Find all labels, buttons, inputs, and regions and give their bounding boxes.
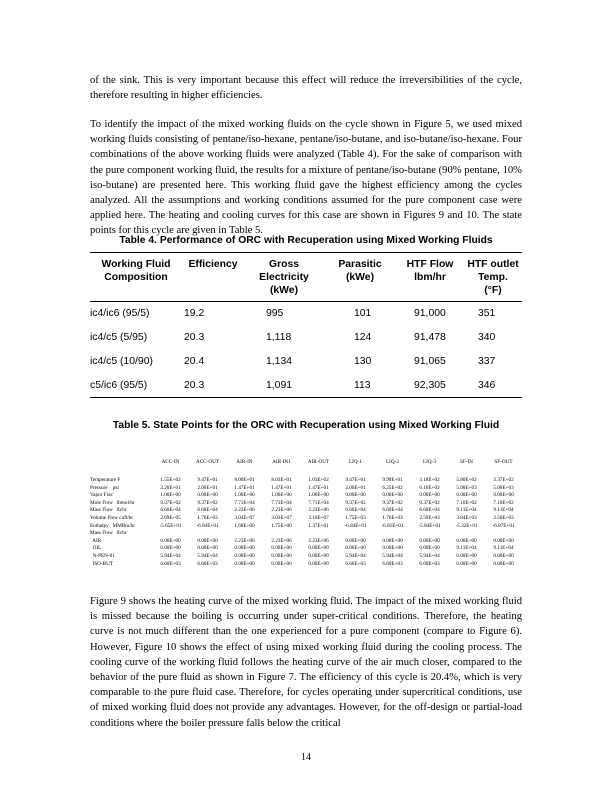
table5-cell: 2.23E+06 — [271, 537, 292, 544]
table5-cell: 2.59E+03 — [419, 514, 440, 521]
table5-cell: 1.47E+01 — [308, 484, 329, 491]
table5-state-points — [90, 458, 522, 568]
table5-cell — [337, 530, 374, 538]
table4-header-cell — [244, 253, 324, 302]
table5-column-header: AIR-IN1 — [272, 459, 291, 465]
table-row — [90, 523, 522, 531]
table4-header-cell — [324, 253, 396, 302]
table5-cell — [411, 530, 448, 538]
table5-cell: 6.60E+03 — [419, 560, 440, 567]
table-row — [90, 302, 522, 326]
paragraph-heating-curve: Figure 9 shows the heating curve of the mixed working fluid. The impact of the mixed working fluid is missed because the boiling is occurring under super-critical conditions. Therefore, the heating curve is not much different than the one experienced for a pure component (compare to Figure 6). However, Figure 10 shows the effect of using mixed working fluid during the cooling process. The cooling curve of the working fluid follows the heating curve of the air much closer, compared to the behavior of the pure fluid as shown in Figure 7. The efficiency of this cycle is 20.4%, which is very comparable to the pure fluid case. Therefore, for cycles operating under supercritical conditions, use of mixed working fluid does not provide any advantages. However, for the off-design or partial-load conditions where the boiler pressure falls below the critical — [90, 596, 522, 729]
table5-cell: 0.00E+00 — [456, 537, 477, 544]
table5-row-label: Mass Flow lb/hr — [90, 530, 127, 537]
table5-cell: -5.84E+01 — [418, 522, 441, 529]
table-row — [90, 507, 522, 515]
table5-row-label: ISO-BUT — [90, 560, 114, 567]
paragraph-continuation: of the sink. This is very important because this effect will reduce the irreversibilities of the cycle, therefore resulting in higher efficiencies. — [90, 75, 522, 102]
table5-row-label: Mole Flow lbmol/hr — [90, 499, 135, 506]
table5-row-label: Pressure psi — [90, 484, 119, 491]
table5-cell: 5.80E+02 — [456, 477, 477, 483]
table5-cell: 3.04E+07 — [234, 514, 255, 521]
table5-cell: 0.00E+00 — [419, 537, 440, 544]
table5-cell: 9.47E+01 — [197, 477, 218, 483]
table4-header-line: (kWe) — [269, 285, 299, 296]
table4-cell: 1,118 — [266, 332, 292, 343]
table5-column-header: LIQ-1 — [349, 459, 362, 465]
table5-cell: 0.00E+00 — [197, 545, 218, 552]
table5-cell: 1.47E+01 — [271, 484, 292, 491]
table5-cell — [300, 530, 337, 538]
table-row — [90, 530, 522, 538]
table5-cell — [226, 530, 263, 538]
table5-cell: 9.11E+04 — [493, 545, 514, 552]
table5-cell: 9.37E+02 — [419, 499, 440, 506]
table4-header-cell — [396, 253, 464, 302]
table5-cell: 1.60E+00 — [234, 522, 255, 529]
table5-cell: 0.00E+00 — [493, 492, 514, 499]
table4-header-line: Composition — [104, 272, 168, 283]
table5-row-label: N-PEN-01 — [90, 552, 115, 559]
table5-cell: 9.47E+01 — [345, 477, 366, 483]
table5-cell: 1.00E+00 — [271, 492, 292, 499]
table-row — [90, 515, 522, 523]
table5-cell: 0.00E+00 — [197, 537, 218, 544]
table-row — [90, 553, 522, 561]
table4-cell: 20.4 — [184, 356, 205, 367]
table5-cell: 0.00E+00 — [419, 545, 440, 552]
table5-cell: 5.94E+04 — [419, 552, 440, 559]
table5-column-header: AIR-IN — [236, 459, 253, 465]
table4-cell: 351 — [478, 308, 496, 320]
table5-cell: 1.55E+02 — [160, 477, 181, 483]
table5-row-label: Vapor Frac — [90, 492, 113, 499]
table5-column-header: SF-IN — [460, 459, 473, 465]
table4-header-row — [90, 253, 522, 302]
table5-cell: 0.00E+00 — [160, 545, 181, 552]
table5-cell: 9.37E+02 — [197, 499, 218, 506]
table-row — [90, 350, 522, 374]
table5-cell: 5.00E+03 — [456, 484, 477, 491]
table-row — [90, 538, 522, 546]
table5-row-label: Volume Flow cuft/hr — [90, 514, 134, 521]
table5-cell: 5.94E+04 — [345, 552, 366, 559]
table4-cell: ic4/ic6 (95/5) — [90, 308, 150, 320]
table4-cell: 1,091 — [266, 379, 293, 391]
table5-cell: 0.00E+00 — [160, 537, 181, 544]
table5-cell: 0.00E+00 — [308, 560, 329, 567]
table4-header-cell — [90, 253, 182, 302]
table5-cell: 6.60E+03 — [382, 560, 403, 567]
table5-cell: 3.84E+03 — [456, 514, 477, 521]
table-row — [90, 474, 522, 485]
table4-cell: 19.2 — [184, 308, 205, 320]
table4-cell: 337 — [478, 356, 496, 367]
table5-cell: 1.75E+03 — [345, 514, 366, 521]
table5-cell: 1.00E+00 — [308, 492, 329, 499]
table5-cell: 6.60E+04 — [197, 507, 218, 514]
table5-cell: 3.18E+02 — [419, 477, 440, 483]
table5-cell: 0.00E+00 — [308, 545, 329, 552]
table5-cell — [152, 530, 189, 538]
table4-header-line: lbm/hr — [414, 272, 446, 283]
table5-cell: 6.10E+02 — [419, 484, 440, 491]
table5-cell: -5.65E+01 — [159, 522, 182, 529]
table5-cell: 0.00E+00 — [234, 552, 255, 559]
table-row — [90, 326, 522, 350]
table5-cell: 0.00E+00 — [271, 560, 292, 567]
table5-row-label: Temperature F — [90, 477, 121, 483]
table5-cell: 2.50E+03 — [493, 514, 514, 521]
table5-cell: 0.00E+00 — [456, 560, 477, 567]
table5-cell: 0.00E+00 — [345, 492, 366, 499]
table4-header-line: Parasitic — [338, 259, 382, 270]
table5-cell: 2.00E+01 — [197, 484, 218, 491]
table5-column-header: ACC-OUT — [195, 459, 220, 465]
table4-header-line: Gross — [268, 259, 300, 270]
table5-cell: 0.00E+00 — [271, 552, 292, 559]
table5-cell: 0.00E+00 — [456, 492, 477, 499]
table5-cell: 9.11E+04 — [493, 507, 514, 514]
table5-cell — [263, 530, 300, 538]
table5-cell: 3.03E+07 — [271, 514, 292, 521]
table5-row-label: OIL — [90, 545, 102, 552]
table5-cell: 5.94E+04 — [160, 552, 181, 559]
table5-cell: 0.00E+00 — [197, 492, 218, 499]
table5-cell: 2.23E+06 — [308, 537, 329, 544]
table-row — [90, 561, 522, 569]
table4-header-line: Temp. — [478, 272, 508, 283]
table5-cell: 5.94E+04 — [197, 552, 218, 559]
table5-column-header: SF-OUT — [494, 459, 513, 465]
table5-cell — [374, 530, 411, 538]
table4-cell: ic4/c5 (5/95) — [90, 332, 148, 343]
table5-cell: 9.11E+04 — [456, 507, 477, 514]
table5-cell: 6.60E+03 — [160, 560, 181, 567]
table5-cell: 6.60E+04 — [160, 507, 181, 514]
table5-cell: -6.81E+01 — [381, 522, 404, 529]
table5-row-label: AIR — [90, 537, 102, 544]
table5-cell: 8.03E+01 — [271, 477, 292, 483]
table5-cell: 2.23E+06 — [234, 507, 255, 514]
table5-cell: 2.23E+06 — [271, 507, 292, 514]
table4-cell: 20.3 — [184, 332, 205, 343]
table5-cell: 6.60E+04 — [345, 507, 366, 514]
table5-cell — [485, 530, 522, 538]
table5-cell: 6.60E+04 — [382, 507, 403, 514]
table5-cell: 0.00E+00 — [493, 560, 514, 567]
table5-cell: 7.10E+02 — [493, 499, 514, 506]
table4-cell: 346 — [478, 379, 496, 391]
table5-cell: 1.03E+02 — [308, 477, 329, 483]
table5-cell: 0.00E+00 — [271, 545, 292, 552]
table5-cell: 1.37E+01 — [308, 522, 329, 529]
table5-cell: 0.00E+00 — [345, 537, 366, 544]
table5-cell: 6.60E+03 — [197, 560, 218, 567]
table5-cell: 0.00E+00 — [382, 537, 403, 544]
table5-cell: 0.00E+00 — [419, 492, 440, 499]
table4-cell: 20.3 — [184, 379, 205, 391]
table4-cell: 91,065 — [414, 356, 446, 367]
table4-header-line: HTF outlet — [467, 259, 519, 270]
table5-cell: 0.00E+00 — [234, 545, 255, 552]
table5-header-blank — [90, 458, 152, 474]
table5-cell: 0.00E+00 — [345, 545, 366, 552]
table5-cell: -6.87E+01 — [492, 522, 515, 529]
table4-cell: 124 — [354, 332, 372, 343]
table5-cell: 9.99E+01 — [382, 477, 403, 483]
table4-cell: c5/ic6 (95/5) — [90, 379, 148, 391]
table5-cell: 1.00E+00 — [160, 492, 181, 499]
table5-cell: -6.84E+01 — [344, 522, 367, 529]
table5-cell: 9.37E+02 — [345, 499, 366, 506]
page-number: 14 — [301, 752, 311, 763]
table4-cell: 92,305 — [414, 379, 446, 391]
table5-header-row — [90, 458, 522, 474]
table5-cell — [189, 530, 226, 538]
table5-column-header: ACC-IN — [161, 459, 180, 465]
table5-cell: 9.37E+02 — [382, 499, 403, 506]
table5-cell: 7.71E+04 — [234, 499, 255, 506]
table5-cell: 0.00E+00 — [234, 560, 255, 567]
table4-cell: 1,134 — [266, 356, 293, 367]
table4-cell: 130 — [354, 356, 372, 367]
table5-cell: 0.00E+00 — [382, 492, 403, 499]
table5-cell: 6.60E+03 — [345, 560, 366, 567]
table5-cell: 2.69E+05 — [160, 514, 181, 521]
table5-cell: -6.84E+01 — [196, 522, 219, 529]
table5-cell: 3.16E+07 — [308, 514, 329, 521]
table5-cell: 6.25E+02 — [382, 484, 403, 491]
table5-column-header: AIR-OUT — [307, 459, 330, 465]
table4-header-cell — [182, 253, 244, 302]
table5-cell: 1.00E+00 — [234, 492, 255, 499]
table4-caption: Table 4. Performance of ORC with Recuperation using Mixed Working Fluids — [119, 235, 493, 246]
table-row — [90, 485, 522, 493]
table5-cell: 5.00E+03 — [493, 484, 514, 491]
table5-cell: 3.37E+02 — [493, 477, 514, 483]
table5-cell: 0.00E+00 — [456, 552, 477, 559]
table4-header-cell — [464, 253, 522, 302]
table5-column-header: LIQ-3 — [423, 459, 436, 465]
table4-cell: ic4/c5 (10/90) — [90, 356, 153, 367]
table5-column-header: LIQ-2 — [386, 459, 399, 465]
table5-row-label: Mass Flow lb/hr — [90, 507, 127, 514]
table5-cell: 0.00E+00 — [493, 537, 514, 544]
table4-performance — [90, 252, 522, 398]
table5-cell: 1.76E+03 — [197, 514, 218, 521]
table4-header-line: (kWe) — [345, 272, 375, 283]
table5-cell: 1.47E+01 — [234, 484, 255, 491]
table-row — [90, 545, 522, 553]
table4-header-line: HTF Flow — [406, 259, 454, 270]
table5-cell: 2.23E+06 — [308, 507, 329, 514]
table5-cell: 0.00E+00 — [493, 552, 514, 559]
table5-caption: Table 5. State Points for the ORC with Recuperation using Mixed Working Fluid — [112, 420, 500, 431]
paragraph-mixed-fluids-intro: To identify the impact of the mixed working fluids on the cycle shown in Figure 5, we used mixed working fluids consisting of pentane/iso-hexane, pentane/iso-butane, and iso-butane/iso-hexane. Four combinations of the above working fluids were analyzed (Table 4). For the sake of comparison with the pure component working fluid, the results for a mixture of pentane/iso-butane (90% pentane, 10% iso-butane) are presented here. This working fluid gave the highest efficiency among the cycles analyzed. All the assumptions and working conditions assumed for the pure component case were applied here. The heating and cooling curves for this case are shown in Figures 9 and 10. The state points for this cycle are given in Table 5. — [90, 119, 522, 237]
table4-header-line: (°F) — [484, 285, 502, 296]
table4-cell: 91,000 — [414, 308, 446, 320]
table5-cell: 7.71E+04 — [271, 499, 292, 506]
table4-cell: 113 — [354, 379, 371, 391]
table-row — [90, 500, 522, 508]
table4-header-line: Electricity — [259, 272, 309, 283]
table5-cell: 0.00E+00 — [308, 552, 329, 559]
table5-cell: 7.10E+02 — [456, 499, 477, 506]
table5-cell: 8.00E+01 — [234, 477, 255, 483]
table5-row-label: Enthalpy MMBtu/hr — [90, 522, 136, 529]
table4-cell: 101 — [354, 308, 372, 320]
table5-cell: 9.37E+02 — [160, 499, 181, 506]
table5-cell: 2.20E+01 — [160, 484, 181, 491]
table5-cell: 2.23E+06 — [234, 537, 255, 544]
table5-cell: 9.11E+04 — [456, 545, 477, 552]
table5-cell: 0.00E+00 — [382, 545, 403, 552]
table5-cell: 1.75E+00 — [271, 522, 292, 529]
table4-header-line: Efficiency — [188, 259, 238, 270]
table-row — [90, 492, 522, 500]
table5-cell: -5.32E+01 — [455, 522, 478, 529]
table4-cell: 340 — [478, 332, 496, 343]
table4-cell: 91,478 — [414, 332, 446, 343]
table5-cell: 1.76E+03 — [382, 514, 403, 521]
table4-cell: 995 — [266, 308, 284, 320]
table5-cell: 7.71E+04 — [308, 499, 329, 506]
table5-cell: 6.60E+04 — [419, 507, 440, 514]
table5-cell — [448, 530, 485, 538]
table-row — [90, 374, 522, 398]
table4-header-line: Working Fluid — [101, 259, 171, 270]
table5-cell: 2.00E+01 — [345, 484, 366, 491]
table5-cell: 5.94E+04 — [382, 552, 403, 559]
